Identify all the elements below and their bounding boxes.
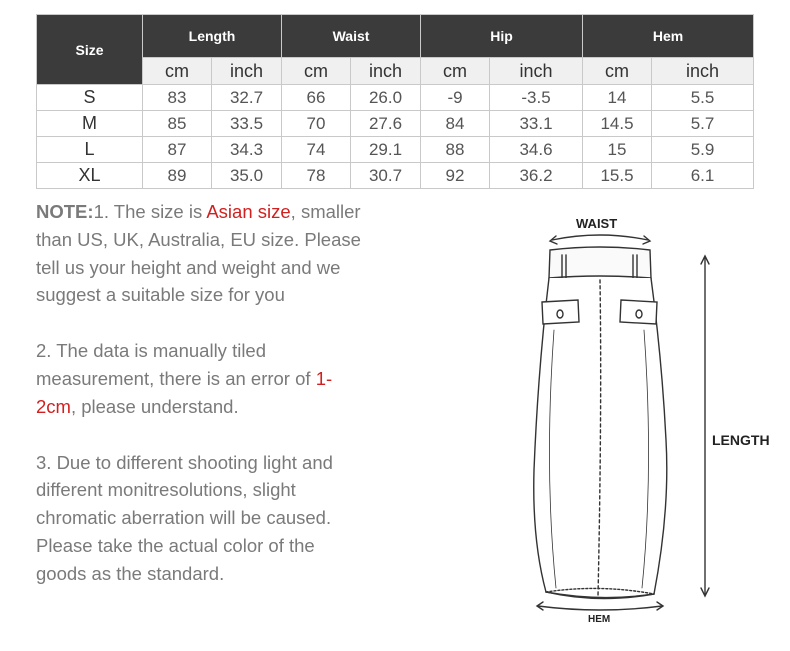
size-cell: XL	[37, 163, 143, 189]
unit-header: cm	[583, 58, 652, 85]
value-cell: 6.1	[652, 163, 754, 189]
value-cell: 15.5	[583, 163, 652, 189]
size-cell: S	[37, 85, 143, 111]
value-cell: 36.2	[490, 163, 583, 189]
value-cell: 26.0	[351, 85, 421, 111]
value-cell: -3.5	[490, 85, 583, 111]
value-cell: 92	[421, 163, 490, 189]
unit-header: inch	[652, 58, 754, 85]
value-cell: 15	[583, 137, 652, 163]
value-cell: 5.5	[652, 85, 754, 111]
value-cell: 83	[143, 85, 212, 111]
table-row	[37, 111, 754, 137]
value-cell: 34.3	[212, 137, 282, 163]
unit-header: inch	[351, 58, 421, 85]
unit-header: cm	[143, 58, 212, 85]
size-table-body	[37, 85, 754, 189]
value-cell: 66	[282, 85, 351, 111]
value-cell: 14	[583, 85, 652, 111]
waist-header: Waist	[282, 15, 421, 58]
left-pocket-flap	[542, 300, 579, 324]
hem-header: Hem	[583, 15, 754, 58]
waistband	[549, 247, 651, 278]
length-label: LENGTH	[712, 432, 770, 448]
value-cell: 35.0	[212, 163, 282, 189]
asian-size-highlight: Asian size	[206, 201, 291, 222]
value-cell: 5.7	[652, 111, 754, 137]
waist-arrow	[552, 235, 648, 240]
hem-arrow	[538, 606, 662, 610]
value-cell: 29.1	[351, 137, 421, 163]
table-row	[37, 137, 754, 163]
value-cell: 5.9	[652, 137, 754, 163]
skirt-diagram	[520, 210, 790, 640]
note-label: NOTE:	[36, 201, 94, 222]
size-chart-table	[36, 14, 754, 189]
unit-header: cm	[282, 58, 351, 85]
waist-label: WAIST	[576, 216, 618, 231]
right-pocket-flap	[620, 300, 657, 324]
note-1: NOTE:1. The size is Asian size, smaller than US, UK, Australia, EU size. Please tell us your height and weight and we suggest a suitable size for you	[36, 201, 361, 306]
value-cell: 84	[421, 111, 490, 137]
unit-header: inch	[490, 58, 583, 85]
value-cell: 74	[282, 137, 351, 163]
hip-header: Hip	[421, 15, 583, 58]
unit-header: inch	[212, 58, 282, 85]
size-column-header: Size	[37, 15, 143, 85]
value-cell: -9	[421, 85, 490, 111]
skirt-illustration	[520, 210, 790, 640]
value-cell: 87	[143, 137, 212, 163]
unit-header-row	[37, 58, 754, 85]
error-range-highlight: 1-2cm	[36, 367, 333, 417]
table-row	[37, 163, 754, 189]
value-cell: 34.6	[490, 137, 583, 163]
size-cell: L	[37, 137, 143, 163]
value-cell: 33.5	[212, 111, 282, 137]
value-cell: 33.1	[490, 111, 583, 137]
size-cell: M	[37, 111, 143, 137]
value-cell: 32.7	[212, 85, 282, 111]
value-cell: 85	[143, 111, 212, 137]
length-header: Length	[143, 15, 282, 58]
value-cell: 89	[143, 163, 212, 189]
value-cell: 70	[282, 111, 351, 137]
unit-header: cm	[421, 58, 490, 85]
hem-label: HEM	[588, 614, 611, 625]
table-row	[37, 85, 754, 111]
value-cell: 88	[421, 137, 490, 163]
value-cell: 78	[282, 163, 351, 189]
value-cell: 14.5	[583, 111, 652, 137]
value-cell: 27.6	[351, 111, 421, 137]
note-3: 3. Due to different shooting light and different monitresolutions, slight chromatic aberration will be caused. Please take the actual color of the goods as the standard.	[36, 451, 333, 584]
value-cell: 30.7	[351, 163, 421, 189]
note-2: 2. The data is manually tiled measurement, there is an error of 1-2cm, please understand.	[36, 340, 333, 417]
notes-section	[36, 198, 366, 616]
